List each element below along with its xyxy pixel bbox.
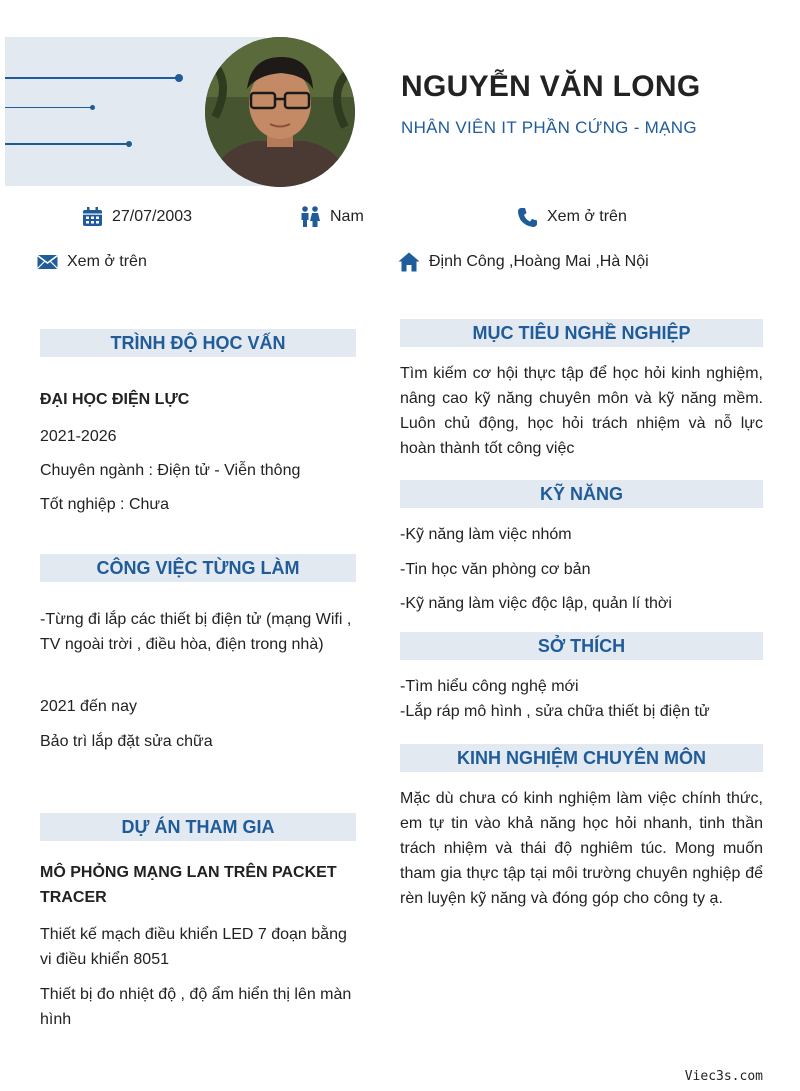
- work-period: 2021 đến nay: [40, 698, 137, 715]
- gender-icon: [299, 206, 321, 228]
- education-school: ĐẠI HỌC ĐIỆN LỰC: [40, 391, 190, 408]
- hobby-item: -Tìm hiểu công nghệ mới: [400, 678, 579, 695]
- project-item: Thiết bị đo nhiệt độ , độ ẩm hiển thị lên màn hình: [40, 986, 352, 1028]
- section-header-objective: MỤC TIÊU NGHỀ NGHIỆP: [400, 319, 763, 347]
- contact-address: [398, 251, 649, 273]
- decorative-dot: [175, 74, 183, 82]
- section-header-education: TRÌNH ĐỘ HỌC VẤN: [40, 329, 356, 357]
- gender-value: Nam: [330, 208, 364, 225]
- email-value: Xem ở trên: [67, 253, 147, 270]
- calendar-icon: [81, 206, 103, 228]
- envelope-icon: [36, 251, 58, 273]
- decorative-line: [5, 143, 128, 145]
- section-header-skills: KỸ NĂNG: [400, 480, 763, 508]
- decorative-dot: [90, 105, 95, 110]
- contact-phone: [516, 206, 627, 228]
- skill-item: -Tin học văn phòng cơ bản: [400, 561, 591, 578]
- decorative-line: [5, 107, 92, 108]
- education-major: Chuyên ngành : Điện tử - Viễn thông: [40, 462, 301, 479]
- objective-text: Tìm kiếm cơ hội thực tập để học hỏi kinh nghiệm, nâng cao kỹ năng chuyên môn và kỹ năng mềm. Luôn chủ động, học hỏi trách nhiệm và nỗ lực hoàn thành tốt công việc: [400, 365, 763, 457]
- contact-email: [36, 251, 147, 273]
- avatar: [205, 37, 355, 187]
- skill-item: -Kỹ năng làm việc độc lập, quản lí thời: [400, 595, 672, 612]
- section-header-projects: DỰ ÁN THAM GIA: [40, 813, 356, 841]
- work-description: -Từng đi lắp các thiết bị điện tử (mạng Wifi , TV ngoài trời , điều hòa, điện trong nhà): [40, 611, 352, 653]
- decorative-dot: [126, 141, 132, 147]
- avatar-portrait: [205, 37, 355, 187]
- section-header-experience: KINH NGHIỆM CHUYÊN MÔN: [400, 744, 763, 772]
- contact-gender: [299, 206, 364, 228]
- address-value: Định Công ,Hoàng Mai ,Hà Nội: [429, 253, 649, 270]
- phone-icon: [516, 206, 538, 228]
- decorative-line: [5, 77, 178, 79]
- section-header-work: CÔNG VIỆC TỪNG LÀM: [40, 554, 356, 582]
- education-years: 2021-2026: [40, 428, 117, 445]
- experience-text: Mặc dù chưa có kinh nghiệm làm việc chính thức, em tự tin vào khả năng học hỏi nhanh, tinh thần trách nhiệm và thái độ nghiêm túc. Mong muốn tham gia thực tập tại môi trường chuyên nghiệp để rèn luyện kỹ năng và đóng góp cho công ty ạ.: [400, 790, 763, 907]
- skill-item: -Kỹ năng làm việc nhóm: [400, 526, 572, 543]
- phone-value: Xem ở trên: [547, 208, 627, 225]
- project-item: Thiết kế mạch điều khiển LED 7 đoạn bằng vi điều khiển 8051: [40, 926, 347, 968]
- hobby-item: -Lắp ráp mô hình , sửa chữa thiết bị điện tử: [400, 703, 710, 720]
- work-role: Bảo trì lắp đặt sửa chữa: [40, 733, 213, 750]
- project-item: MÔ PHỎNG MẠNG LAN TRÊN PACKET TRACER: [40, 864, 337, 906]
- section-header-hobbies: SỞ THÍCH: [400, 632, 763, 660]
- job-title: NHÂN VIÊN IT PHẦN CỨNG - MẠNG: [401, 118, 697, 137]
- contact-birthday: [81, 206, 192, 228]
- candidate-name: NGUYỄN VĂN LONG: [401, 70, 701, 103]
- home-icon: [398, 251, 420, 273]
- birthday-value: 27/07/2003: [112, 208, 193, 225]
- watermark: Viec3s.com: [684, 1069, 763, 1084]
- education-graduated: Tốt nghiệp : Chưa: [40, 496, 170, 513]
